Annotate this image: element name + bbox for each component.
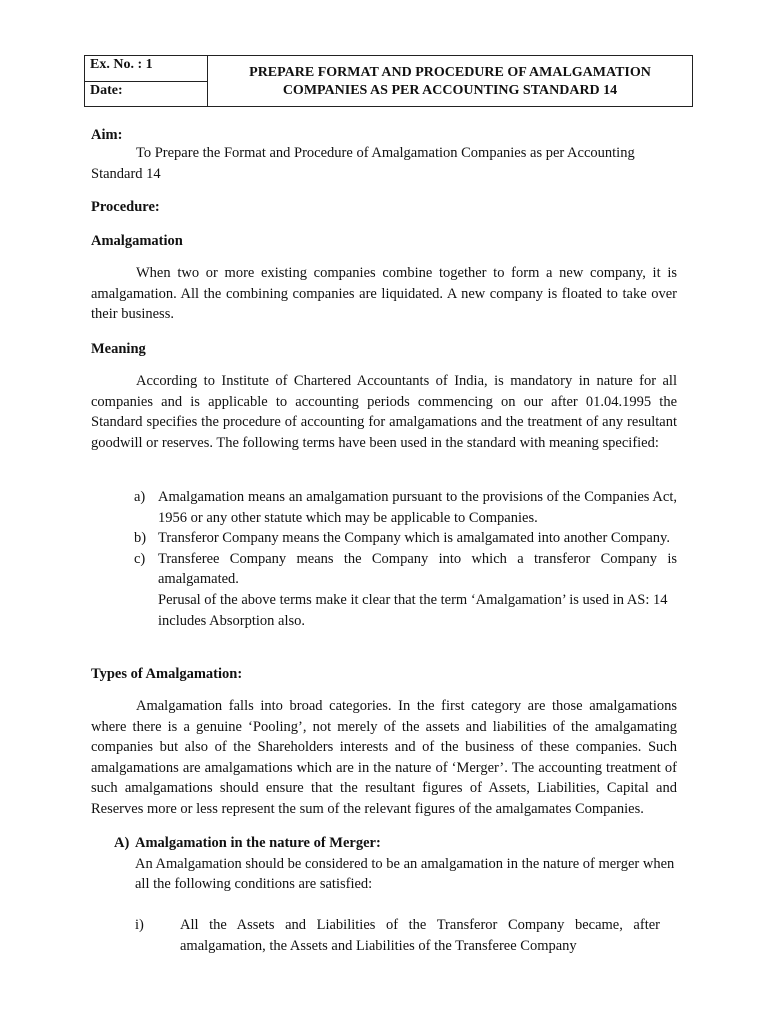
merger-marker: A) — [114, 835, 130, 851]
merger-heading: Amalgamation in the nature of Merger: — [135, 835, 381, 851]
list-item-text: Transferor Company means the Company which is amalgamated into another Company. — [158, 530, 670, 547]
aim-text: To Prepare the Format and Procedure of Amalgamation Companies as per Accounting Standard 14 — [91, 145, 635, 182]
list-item-text: Transferee Company means the Company into which a transferor Company is amalgamated. — [158, 550, 677, 588]
list-marker: b) — [134, 530, 147, 547]
list-item — [134, 549, 677, 590]
condition-text: All the Assets and Liabilities of the Transferor Company became, after amalgamation, the Assets and Liabilities of the Transferee Company — [180, 917, 660, 954]
types-heading: Types of Amalgamation: — [91, 666, 243, 682]
exercise-number: Ex. No. : 1 — [85, 56, 207, 82]
title-line-2: COMPANIES AS PER ACCOUNTING STANDARD 14 — [282, 82, 618, 98]
list-item — [134, 528, 677, 549]
list-marker: a) — [134, 489, 146, 505]
merger-section — [114, 833, 677, 895]
types-text: Amalgamation falls into broad categories. In the first category are those amalgamations where there is a genuine ‘Pooling’, not merely of the assets and liabilities of the amalgamating companies but also of the Shareholders interests and of the business of these companies. Such amalgamations are amalgamations which are in the nature of ‘Merger’. The accounting treatment of such amalgamations should ensure that the resultant figures of Assets, Liabilities, Capital and Reserves more or less represent the sum of the relevant figures of the amalgamates Companies. — [91, 698, 677, 817]
condition-marker: i) — [135, 917, 144, 933]
title-line-1: PREPARE FORMAT AND PROCEDURE OF AMALGAMATION — [249, 64, 651, 80]
terms-list — [134, 487, 677, 631]
header-left-column — [85, 56, 208, 106]
aim-heading: Aim: — [91, 127, 123, 143]
list-marker: c) — [134, 550, 146, 567]
meaning-text: According to Institute of Chartered Accountants of India, is mandatory in nature for all companies and is applicable to accounting periods commencing on our after 01.04.1995 the Standard specifies the procedure of accounting for amalgamations and the treatment of any resultant goodwill or reserves. The following terms have been used in the standard with meaning specified: — [91, 373, 677, 451]
amalgamation-heading: Amalgamation — [91, 233, 183, 249]
list-item-text: Amalgamation means an amalgamation pursuant to the provisions of the Companies Act, 1956 or any other statute which may be applicable to Companies. — [158, 489, 677, 526]
condition-item — [135, 915, 660, 956]
date-label: Date: — [90, 82, 123, 98]
amalgamation-text: When two or more existing companies combine together to form a new company, it is amalgamation. All the combining companies are liquidated. A new company is floated to take over their business. — [91, 265, 677, 323]
meaning-heading: Meaning — [91, 341, 146, 357]
perusal-note: Perusal of the above terms make it clear that the term ‘Amalgamation’ is used in AS: 14 includes Absorption also. — [158, 591, 668, 629]
merger-text: An Amalgamation should be considered to be an amalgamation in the nature of merger when all the following conditions are satisfied: — [135, 855, 675, 893]
procedure-heading: Procedure: — [91, 199, 160, 215]
header-table — [84, 55, 693, 107]
merger-heading-row — [114, 833, 677, 854]
document-title — [208, 56, 692, 106]
list-item — [134, 487, 677, 528]
